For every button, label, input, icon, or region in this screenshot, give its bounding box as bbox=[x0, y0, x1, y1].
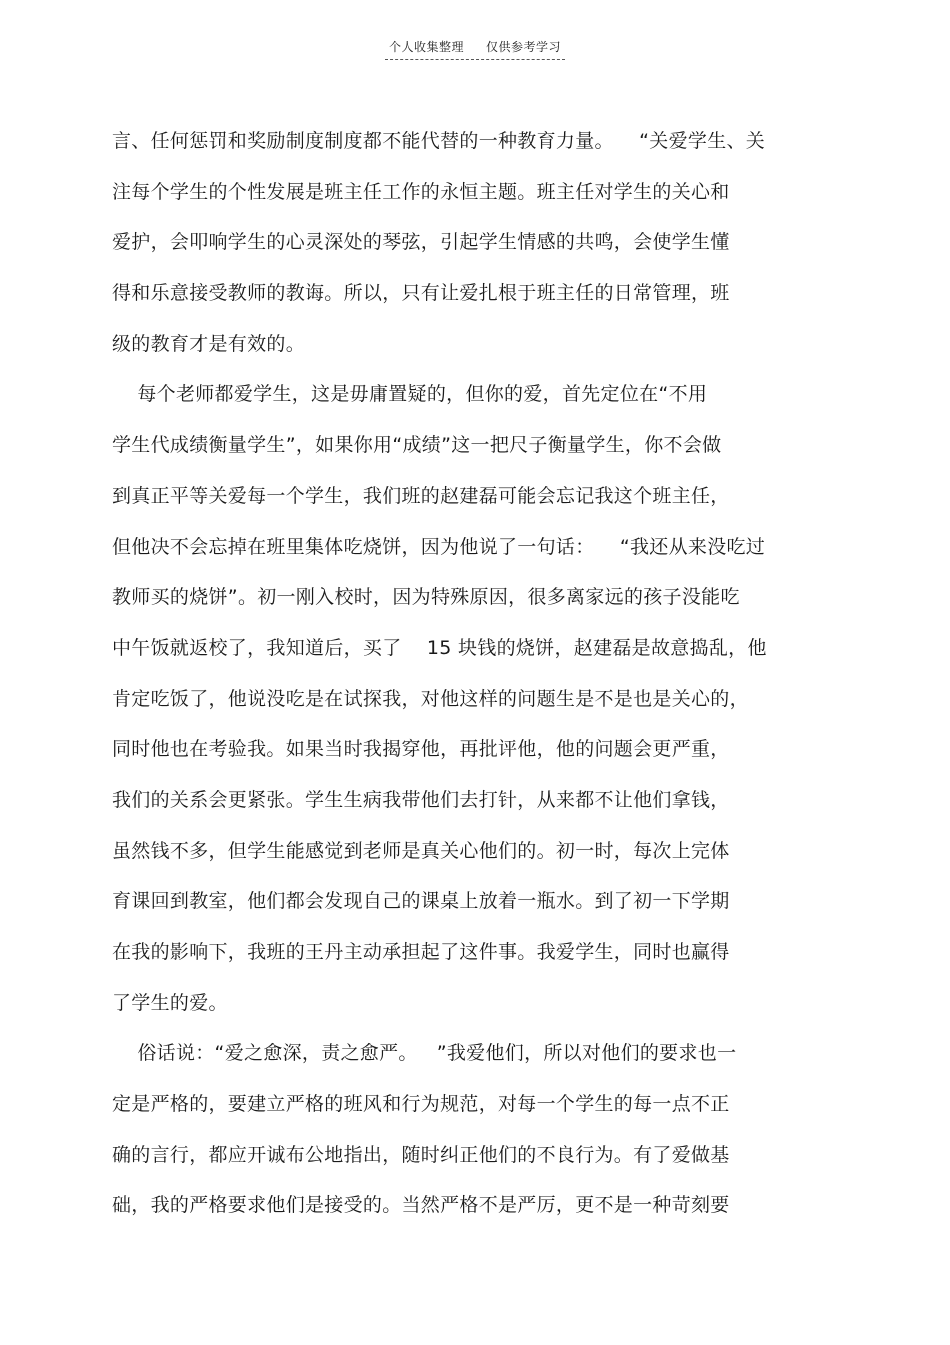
text-line: 级的教育才是有效的。 bbox=[112, 332, 306, 355]
text-line: 俗话说：“爱之愈深，责之愈严。 ”我爱他们，所以对他们的要求也一 bbox=[112, 1042, 737, 1065]
header-right-text: 仅供参考学习 bbox=[486, 40, 562, 54]
text-line: 我们的关系会更紧张。学生生病我带他们去打针，从来都不让他们拿钱， bbox=[112, 788, 730, 811]
text-line: 学生代成绩衡量学生”，如果你用“成绩”这一把尺子衡量学生，你不会做 bbox=[112, 434, 722, 457]
text-line: 中午饭就返校了，我知道后，买了 15 块钱的烧饼，赵建磊是故意捣乱，他 bbox=[112, 636, 767, 659]
page-header bbox=[0, 38, 950, 60]
text-line: 同时他也在考验我。如果当时我揭穿他，再批评他，他的问题会更严重， bbox=[112, 738, 730, 761]
text-line: 到真正平等关爱每一个学生，我们班的赵建磊可能会忘记我这个班主任， bbox=[112, 484, 730, 507]
text-line: 在我的影响下，我班的王丹主动承担起了这件事。我爱学生，同时也赢得 bbox=[112, 941, 730, 963]
text-line: 了学生的爱。 bbox=[112, 991, 228, 1014]
document-body bbox=[112, 126, 847, 1241]
text-line: 教师买的烧饼”。初一刚入校时，因为特殊原因，很多离家远的孩子没能吃 bbox=[112, 586, 740, 609]
header-left-text: 个人收集整理 bbox=[388, 40, 464, 54]
text-line: 确的言行，都应开诚布公地指出，随时纠正他们的不良行为。有了爱做基 bbox=[112, 1143, 730, 1166]
text-line: 但他决不会忘掉在班里集体吃烧饼，因为他说了一句话： “我还从来没吃过 bbox=[112, 535, 766, 558]
header-banner bbox=[385, 38, 565, 60]
text-line: 育课回到教室，他们都会发现自己的课桌上放着一瓶水。到了初一下学期 bbox=[112, 890, 730, 913]
text-line: 言、任何惩罚和奖励制度制度都不能代替的一种教育力量。 “关爱学生、关 bbox=[112, 130, 766, 152]
text-line: 定是严格的，要建立严格的班风和行为规范，对每一个学生的每一点不正 bbox=[112, 1093, 730, 1116]
text-line: 虽然钱不多，但学生能感觉到老师是真关心他们的。初一时，每次上完体 bbox=[112, 839, 730, 862]
text-line: 得和乐意接受教师的教诲。所以，只有让爱扎根于班主任的日常管理，班 bbox=[112, 282, 730, 305]
text-line: 爱护，会叩响学生的心灵深处的琴弦，引起学生情感的共鸣，会使学生懂 bbox=[112, 231, 730, 254]
text-line: 础，我的严格要求他们是接受的。当然严格不是严厉，更不是一种苛刻要 bbox=[112, 1194, 730, 1217]
text-line: 肯定吃饭了，他说没吃是在试探我，对他这样的问题生是不是也是关心的， bbox=[112, 687, 749, 710]
text-line: 注每个学生的个性发展是班主任工作的永恒主题。班主任对学生的关心和 bbox=[112, 180, 730, 203]
text-line: 每个老师都爱学生，这是毋庸置疑的，但你的爱，首先定位在“不用 bbox=[112, 383, 708, 406]
